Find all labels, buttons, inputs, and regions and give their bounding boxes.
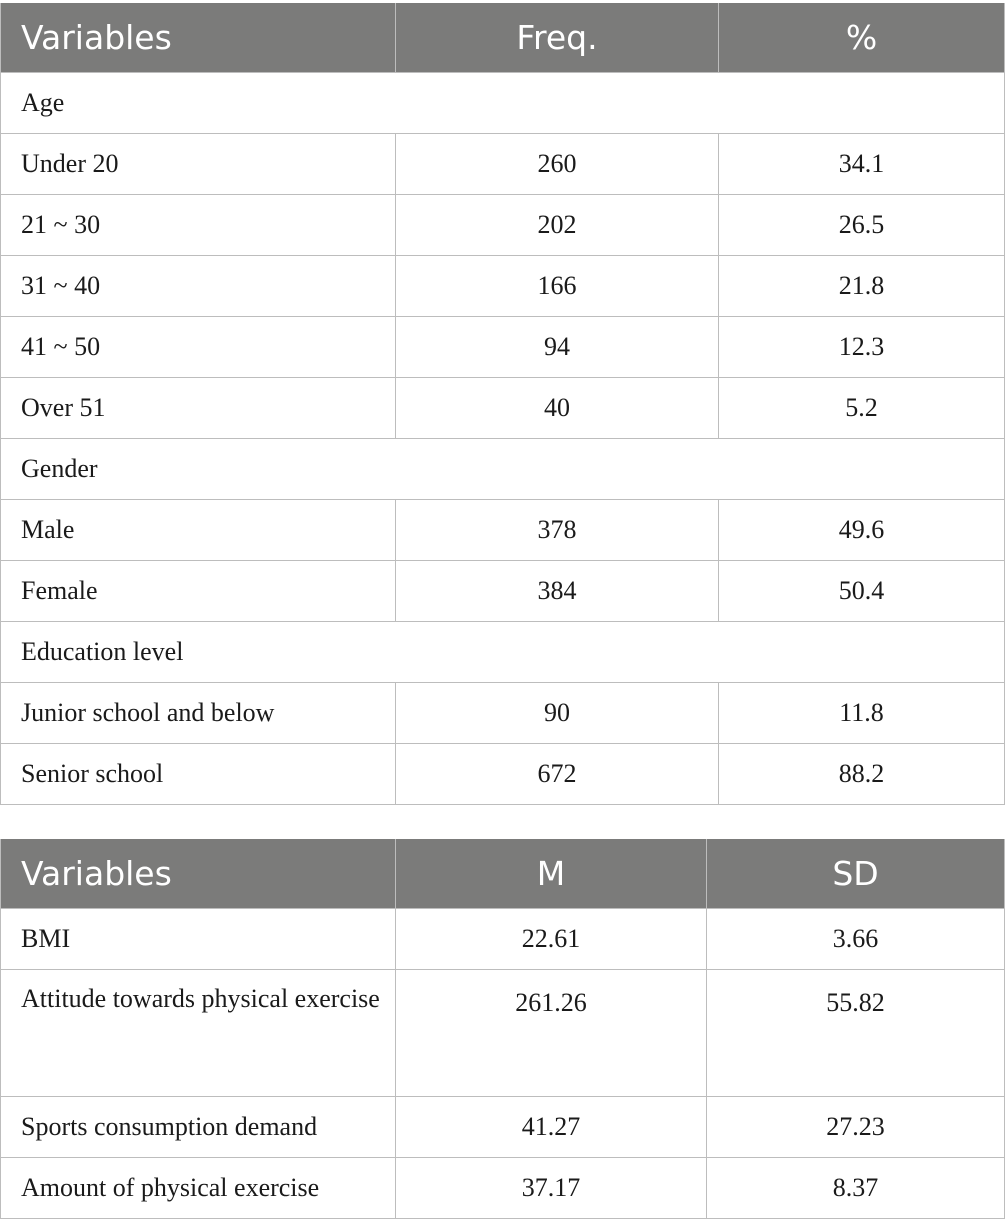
table-row [1, 970, 1005, 1097]
table-row [1, 909, 1005, 970]
row-label: Male [1, 500, 396, 561]
row-label: BMI [1, 909, 396, 970]
header-mean: M [396, 839, 707, 909]
table-row [1, 195, 1005, 256]
row-label: Amount of physical exercise [1, 1158, 396, 1219]
row-freq: 94 [396, 317, 719, 378]
row-percent: 26.5 [719, 195, 1005, 256]
row-mean: 37.17 [396, 1158, 707, 1219]
row-percent: 12.3 [719, 317, 1005, 378]
table-row [1, 744, 1005, 805]
header-sd: SD [707, 839, 1005, 909]
row-freq: 202 [396, 195, 719, 256]
row-label: Attitude towards physical exercise [1, 970, 396, 1097]
row-label: Over 51 [1, 378, 396, 439]
row-percent: 49.6 [719, 500, 1005, 561]
header-percent: % [719, 3, 1005, 73]
row-label: 31 ~ 40 [1, 256, 396, 317]
row-freq: 384 [396, 561, 719, 622]
row-sd: 8.37 [707, 1158, 1005, 1219]
group-title: Age [1, 73, 1005, 134]
row-sd: 55.82 [707, 970, 1005, 1097]
table-row [1, 378, 1005, 439]
row-percent: 11.8 [719, 683, 1005, 744]
row-freq: 166 [396, 256, 719, 317]
group-title: Gender [1, 439, 1005, 500]
demographics-table [0, 3, 1005, 805]
row-freq: 260 [396, 134, 719, 195]
row-label: Senior school [1, 744, 396, 805]
row-percent: 5.2 [719, 378, 1005, 439]
table-header-row [1, 839, 1005, 909]
row-label: Sports consumption demand [1, 1097, 396, 1158]
row-mean: 261.26 [396, 970, 707, 1097]
row-percent: 21.8 [719, 256, 1005, 317]
row-sd: 27.23 [707, 1097, 1005, 1158]
row-label: Under 20 [1, 134, 396, 195]
table-row [1, 1097, 1005, 1158]
group-row-age [1, 73, 1005, 134]
row-sd: 3.66 [707, 909, 1005, 970]
header-variables: Variables [1, 839, 396, 909]
table-row [1, 683, 1005, 744]
table-row [1, 256, 1005, 317]
row-mean: 22.61 [396, 909, 707, 970]
table-row [1, 561, 1005, 622]
group-row-gender [1, 439, 1005, 500]
row-percent: 50.4 [719, 561, 1005, 622]
table-row [1, 134, 1005, 195]
row-percent: 34.1 [719, 134, 1005, 195]
row-label: 21 ~ 30 [1, 195, 396, 256]
header-freq: Freq. [396, 3, 719, 73]
row-label: Junior school and below [1, 683, 396, 744]
group-title: Education level [1, 622, 1005, 683]
table-row [1, 1158, 1005, 1219]
row-percent: 88.2 [719, 744, 1005, 805]
row-freq: 378 [396, 500, 719, 561]
table-row [1, 500, 1005, 561]
table-row [1, 317, 1005, 378]
row-freq: 672 [396, 744, 719, 805]
descriptives-table [0, 839, 1005, 1219]
header-variables: Variables [1, 3, 396, 73]
table-header-row [1, 3, 1005, 73]
row-label: 41 ~ 50 [1, 317, 396, 378]
row-mean: 41.27 [396, 1097, 707, 1158]
row-label: Female [1, 561, 396, 622]
group-row-education [1, 622, 1005, 683]
row-freq: 40 [396, 378, 719, 439]
row-freq: 90 [396, 683, 719, 744]
